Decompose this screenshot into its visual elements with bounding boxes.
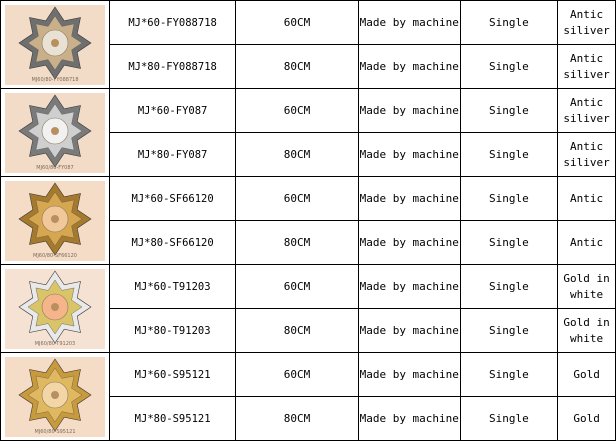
ceiling-medallion-image	[5, 269, 105, 349]
product-code-cell: MJ*60-FY088718	[110, 1, 236, 45]
product-code-cell: MJ*60-S95121	[110, 353, 236, 397]
ceiling-medallion-image	[5, 181, 105, 261]
type-cell: Single	[460, 1, 558, 45]
product-code-cell: MJ*80-T91203	[110, 309, 236, 353]
product-image-cell	[1, 1, 110, 89]
product-image-cell	[1, 353, 110, 441]
color-cell: Antic siliver	[558, 1, 616, 45]
method-cell: Made by machine	[358, 309, 460, 353]
method-cell: Made by machine	[358, 265, 460, 309]
color-cell: Gold in white	[558, 265, 616, 309]
size-cell: 80CM	[236, 397, 359, 441]
product-code-cell: MJ*80-FY087	[110, 133, 236, 177]
method-cell: Made by machine	[358, 353, 460, 397]
ceiling-medallion-image	[5, 5, 105, 85]
size-cell: 60CM	[236, 1, 359, 45]
method-cell: Made by machine	[358, 1, 460, 45]
type-cell: Single	[460, 133, 558, 177]
size-cell: 60CM	[236, 353, 359, 397]
color-cell: Antic	[558, 221, 616, 265]
type-cell: Single	[460, 89, 558, 133]
method-cell: Made by machine	[358, 177, 460, 221]
method-cell: Made by machine	[358, 89, 460, 133]
table-row	[1, 1, 616, 45]
type-cell: Single	[460, 353, 558, 397]
color-cell: Gold	[558, 353, 616, 397]
size-cell: 80CM	[236, 309, 359, 353]
color-cell: Antic siliver	[558, 45, 616, 89]
product-image-cell	[1, 265, 110, 353]
size-cell: 60CM	[236, 177, 359, 221]
color-cell: Gold in white	[558, 309, 616, 353]
color-cell: Antic siliver	[558, 89, 616, 133]
type-cell: Single	[460, 221, 558, 265]
table-row	[1, 353, 616, 397]
type-cell: Single	[460, 265, 558, 309]
product-code-cell: MJ*80-FY088718	[110, 45, 236, 89]
image-caption: MJ60/80-FY088718	[31, 76, 79, 83]
type-cell: Single	[460, 45, 558, 89]
size-cell: 80CM	[236, 45, 359, 89]
size-cell: 80CM	[236, 133, 359, 177]
size-cell: 60CM	[236, 265, 359, 309]
image-caption: MJ60/80-T91203	[34, 340, 76, 347]
product-code-cell: MJ*80-S95121	[110, 397, 236, 441]
product-code-cell: MJ*60-FY087	[110, 89, 236, 133]
image-caption: MJ60/80-FY087	[36, 164, 74, 171]
method-cell: Made by machine	[358, 221, 460, 265]
ceiling-medallion-image	[5, 93, 105, 173]
method-cell: Made by machine	[358, 133, 460, 177]
product-code-cell: MJ*80-SF66120	[110, 221, 236, 265]
type-cell: Single	[460, 309, 558, 353]
product-image-cell	[1, 177, 110, 265]
table-row	[1, 177, 616, 221]
product-code-cell: MJ*60-T91203	[110, 265, 236, 309]
type-cell: Single	[460, 177, 558, 221]
table-row	[1, 89, 616, 133]
size-cell: 80CM	[236, 221, 359, 265]
color-cell: Antic siliver	[558, 133, 616, 177]
color-cell: Antic	[558, 177, 616, 221]
image-caption: MJ60/80-SF66120	[33, 252, 77, 259]
type-cell: Single	[460, 397, 558, 441]
table-row	[1, 265, 616, 309]
product-code-cell: MJ*60-SF66120	[110, 177, 236, 221]
product-image-cell	[1, 89, 110, 177]
size-cell: 60CM	[236, 89, 359, 133]
color-cell: Gold	[558, 397, 616, 441]
ceiling-medallion-image	[5, 357, 105, 437]
method-cell: Made by machine	[358, 397, 460, 441]
image-caption: MJ60/80-S95121	[34, 428, 76, 435]
method-cell: Made by machine	[358, 45, 460, 89]
